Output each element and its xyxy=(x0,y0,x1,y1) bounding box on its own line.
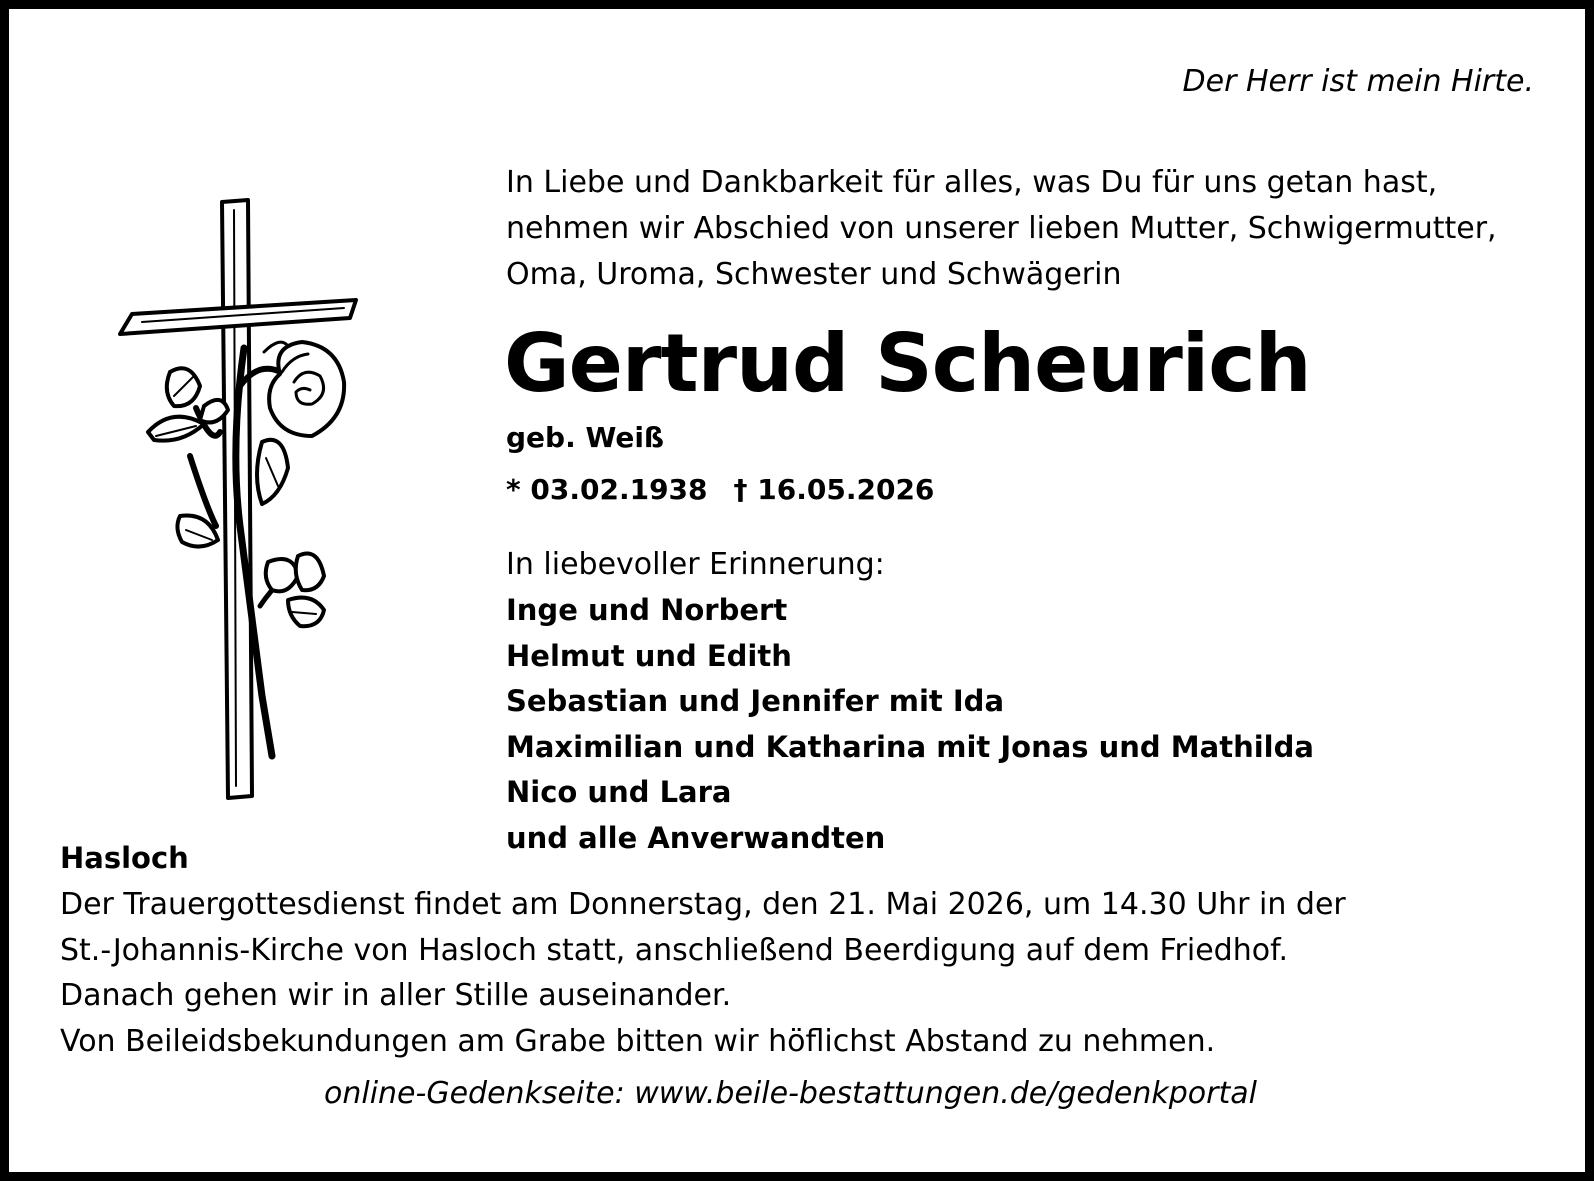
place: Hasloch xyxy=(60,841,189,875)
intro-text xyxy=(506,160,1497,298)
mourner-entry: und alle Anverwandten xyxy=(506,820,886,855)
online-memorial-link[interactable]: online-Gedenkseite: www.beile-bestattungen.de/gedenkportal xyxy=(324,1076,1257,1111)
birth-date: * 03.02.1938 xyxy=(506,473,708,506)
service-line: Von Beileidsbekundungen am Grabe bitten wir höflichst Abstand zu nehmen. xyxy=(60,1023,1216,1059)
mourners-list xyxy=(506,588,1314,862)
mourner-entry: Nico und Lara xyxy=(506,775,732,810)
death-date: † 16.05.2026 xyxy=(733,473,935,506)
intro-line: In Liebe und Dankbarkeit für alles, was Du für uns getan hast, xyxy=(506,165,1438,200)
intro-line: Oma, Uroma, Schwester und Schwägerin xyxy=(506,257,1122,292)
service-info xyxy=(60,882,1346,1064)
mourner-entry: Maximilian und Katharina mit Jonas und Mathilda xyxy=(506,729,1314,764)
motto: Der Herr ist mein Hirte. xyxy=(1182,64,1534,99)
mourner-entry: Inge und Norbert xyxy=(506,593,788,627)
mourner-entry: Helmut und Edith xyxy=(506,638,792,673)
service-line: St.-Johannis-Kirche von Hasloch statt, anschließend Beerdigung auf dem Friedhof. xyxy=(60,932,1288,968)
memory-heading: In liebevoller Erinnerung: xyxy=(506,547,885,582)
deceased-name: Gertrud Scheurich xyxy=(504,317,1311,410)
life-dates xyxy=(506,472,934,508)
cross-with-rose-icon xyxy=(112,196,362,810)
service-line: Danach gehen wir in aller Stille auseinander. xyxy=(60,978,732,1013)
service-line: Der Trauergottesdienst findet am Donnerstag, den 21. Mai 2026, um 14.30 Uhr in der xyxy=(60,887,1346,922)
mourner-entry: Sebastian und Jennifer mit Ida xyxy=(506,684,1005,719)
intro-line: nehmen wir Abschied von unserer lieben Mutter, Schwigermutter, xyxy=(506,211,1497,246)
maiden-name: geb. Weiß xyxy=(506,421,665,454)
